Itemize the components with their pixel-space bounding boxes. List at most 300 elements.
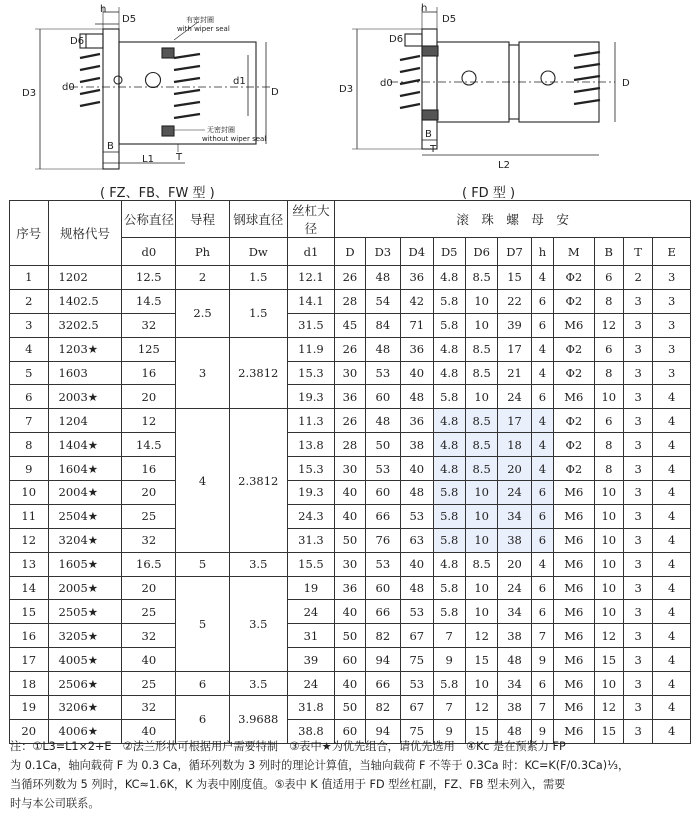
cell-e: 4	[653, 600, 691, 624]
cell-d6: 8.5	[465, 433, 497, 457]
cell-t: 3	[623, 648, 652, 672]
cell-t: 3	[623, 481, 652, 505]
cell-seq: 9	[10, 457, 49, 481]
cell-d5: 4.8	[433, 552, 465, 576]
cell-m: M6	[554, 600, 595, 624]
cell-d7: 34	[498, 504, 531, 528]
cell-seq: 4	[10, 337, 49, 361]
cell-d: 30	[335, 552, 365, 576]
label-d1-left: d1	[233, 76, 246, 87]
cell-e: 4	[653, 385, 691, 409]
sub-t: T	[623, 238, 652, 266]
cell-t: 3	[623, 289, 652, 313]
cell-d7: 17	[498, 337, 531, 361]
stub-right	[405, 34, 422, 46]
cell-t: 3	[623, 337, 652, 361]
cell-h: 9	[531, 648, 553, 672]
cell-d7: 38	[498, 696, 531, 720]
cell-t: 3	[623, 552, 652, 576]
cell-seq: 1	[10, 266, 49, 290]
cell-d1: 31	[287, 624, 335, 648]
sub-d1: d1	[287, 238, 335, 266]
cell-d6: 8.5	[465, 361, 497, 385]
cell-d7: 15	[498, 266, 531, 290]
cell-lead: 5	[176, 576, 230, 672]
cell-d3: 53	[365, 457, 400, 481]
label-d0-left: d0	[62, 82, 75, 93]
cell-d6: 10	[465, 385, 497, 409]
table-row	[10, 385, 691, 409]
cell-d6: 10	[465, 481, 497, 505]
col-ball-dia: 钢球直径	[229, 201, 287, 238]
cell-d: 60	[335, 648, 365, 672]
cell-d0: 32	[122, 313, 176, 337]
cell-m: M6	[554, 719, 595, 743]
cell-seq: 17	[10, 648, 49, 672]
label-d3-right: D3	[339, 84, 354, 95]
cell-d: 36	[335, 385, 365, 409]
cell-d6: 15	[465, 648, 497, 672]
cell-e: 4	[653, 433, 691, 457]
cell-d5: 4.8	[433, 457, 465, 481]
cell-seq: 2	[10, 289, 49, 313]
cell-d6: 8.5	[465, 337, 497, 361]
cell-model: 1605★	[48, 552, 122, 576]
sub-b: B	[594, 238, 623, 266]
cell-e: 4	[653, 457, 691, 481]
cell-ball-dia: 2.3812	[229, 337, 287, 409]
cell-b: 10	[594, 672, 623, 696]
cell-d5: 5.8	[433, 528, 465, 552]
sub-d7: D7	[498, 238, 531, 266]
cell-d4: 67	[401, 624, 433, 648]
cell-m: M6	[554, 504, 595, 528]
cell-d6: 15	[465, 719, 497, 743]
cell-m: M6	[554, 481, 595, 505]
cell-h: 4	[531, 552, 553, 576]
cell-e: 3	[653, 337, 691, 361]
cell-lead: 2.5	[176, 289, 230, 337]
cell-seq: 19	[10, 696, 49, 720]
cell-d0: 20	[122, 576, 176, 600]
cell-d1: 15.3	[287, 361, 335, 385]
cell-d3: 66	[365, 672, 400, 696]
table-row	[10, 361, 691, 385]
table-row	[10, 337, 691, 361]
screw-helix-left	[80, 54, 200, 118]
cell-e: 4	[653, 719, 691, 743]
cell-d0: 14.5	[122, 289, 176, 313]
cell-d5: 4.8	[433, 337, 465, 361]
cell-d: 28	[335, 289, 365, 313]
cell-e: 4	[653, 672, 691, 696]
cell-model: 3204★	[48, 528, 122, 552]
cell-d5: 4.8	[433, 409, 465, 433]
cell-b: 8	[594, 289, 623, 313]
cell-b: 6	[594, 266, 623, 290]
cell-e: 4	[653, 576, 691, 600]
cell-b: 10	[594, 481, 623, 505]
cell-h: 4	[531, 433, 553, 457]
cell-h: 7	[531, 696, 553, 720]
sub-d6: D6	[465, 238, 497, 266]
cell-e: 4	[653, 481, 691, 505]
cell-d0: 20	[122, 385, 176, 409]
cell-t: 2	[623, 266, 652, 290]
cell-d7: 18	[498, 433, 531, 457]
cell-d7: 34	[498, 600, 531, 624]
cell-e: 3	[653, 266, 691, 290]
label-D-left: D	[271, 87, 279, 98]
cell-d3: 48	[365, 266, 400, 290]
cell-m: M6	[554, 624, 595, 648]
cell-d3: 53	[365, 552, 400, 576]
cell-m: M6	[554, 552, 595, 576]
table-row	[10, 648, 691, 672]
cell-b: 15	[594, 648, 623, 672]
cell-d7: 20	[498, 552, 531, 576]
cell-t: 3	[623, 624, 652, 648]
cell-seq: 7	[10, 409, 49, 433]
cell-t: 3	[623, 696, 652, 720]
cell-d4: 48	[401, 481, 433, 505]
cell-d5: 9	[433, 648, 465, 672]
cell-d: 30	[335, 361, 365, 385]
cell-d7: 48	[498, 719, 531, 743]
cell-model: 1603	[48, 361, 122, 385]
table-row	[10, 457, 691, 481]
col-nut-install: 滚 珠 螺 母 安	[335, 201, 691, 238]
cell-d: 28	[335, 433, 365, 457]
cell-d6: 10	[465, 600, 497, 624]
cell-d4: 40	[401, 361, 433, 385]
cell-e: 3	[653, 313, 691, 337]
seal-right-top	[422, 46, 438, 56]
cell-ball-dia: 2.3812	[229, 409, 287, 552]
cell-lead: 4	[176, 409, 230, 552]
cell-d3: 50	[365, 433, 400, 457]
table-row	[10, 289, 691, 313]
cell-t: 3	[623, 433, 652, 457]
cell-d4: 36	[401, 266, 433, 290]
cell-model: 1204	[48, 409, 122, 433]
table-row	[10, 504, 691, 528]
cell-h: 6	[531, 600, 553, 624]
cell-d5: 7	[433, 696, 465, 720]
cell-d3: 60	[365, 576, 400, 600]
cell-d1: 11.3	[287, 409, 335, 433]
cell-e: 4	[653, 528, 691, 552]
cell-d4: 40	[401, 457, 433, 481]
label-B-right: B	[425, 129, 432, 140]
cell-d: 36	[335, 576, 365, 600]
cell-d6: 10	[465, 672, 497, 696]
cell-m: Φ2	[554, 289, 595, 313]
no-seal-cn: 无密封圈	[207, 126, 235, 134]
cell-b: 8	[594, 433, 623, 457]
cell-d: 30	[335, 457, 365, 481]
cell-h: 6	[531, 385, 553, 409]
sub-d3: D3	[365, 238, 400, 266]
cell-b: 10	[594, 385, 623, 409]
seal-left-bottom	[162, 126, 174, 136]
label-D-right: D	[622, 78, 630, 89]
seal-right-bottom	[422, 110, 438, 120]
cell-d4: 48	[401, 385, 433, 409]
cell-e: 4	[653, 696, 691, 720]
cell-t: 3	[623, 600, 652, 624]
cell-d5: 5.8	[433, 600, 465, 624]
col-seq: 序号	[10, 201, 49, 266]
note-line-2: 为 0.1Ca，轴向载荷 F 为 0.3 Ca，循环列数为 3 列时的理论计算值，当轴向载荷 F 不等于 0.3Ca 时：KC=K(F/0.3Ca)⅓，	[10, 759, 630, 772]
table-row	[10, 552, 691, 576]
cell-d: 40	[335, 481, 365, 505]
cell-d6: 12	[465, 624, 497, 648]
cell-m: Φ2	[554, 433, 595, 457]
sub-d5: D5	[433, 238, 465, 266]
cell-d3: 94	[365, 719, 400, 743]
cell-m: M6	[554, 313, 595, 337]
cell-h: 6	[531, 313, 553, 337]
cell-d4: 75	[401, 648, 433, 672]
cell-d0: 40	[122, 648, 176, 672]
cell-seq: 20	[10, 719, 49, 743]
cell-t: 3	[623, 672, 652, 696]
label-h-right: h	[421, 3, 428, 14]
cell-d6: 10	[465, 576, 497, 600]
wiper-seal-en: with wiper seal	[177, 25, 230, 33]
cell-d1: 14.1	[287, 289, 335, 313]
cell-d0: 12	[122, 409, 176, 433]
cell-e: 3	[653, 361, 691, 385]
cell-d0: 32	[122, 528, 176, 552]
cell-d5: 5.8	[433, 672, 465, 696]
cell-h: 7	[531, 624, 553, 648]
cell-d5: 5.8	[433, 385, 465, 409]
cell-model: 2005★	[48, 576, 122, 600]
cell-d4: 38	[401, 433, 433, 457]
cell-d4: 53	[401, 600, 433, 624]
cell-d7: 24	[498, 385, 531, 409]
cell-d: 40	[335, 672, 365, 696]
cell-d7: 17	[498, 409, 531, 433]
col-lead: 导程	[176, 201, 230, 238]
cell-d5: 5.8	[433, 481, 465, 505]
cell-m: M6	[554, 576, 595, 600]
cell-d: 45	[335, 313, 365, 337]
cell-m: Φ2	[554, 457, 595, 481]
cell-seq: 15	[10, 600, 49, 624]
cell-t: 3	[623, 504, 652, 528]
cell-d3: 66	[365, 600, 400, 624]
sub-dw: Dw	[229, 238, 287, 266]
cell-seq: 10	[10, 481, 49, 505]
label-d6-right: D6	[389, 34, 404, 45]
cell-d3: 53	[365, 361, 400, 385]
table-row	[10, 481, 691, 505]
cell-d7: 48	[498, 648, 531, 672]
cell-e: 4	[653, 409, 691, 433]
cell-d3: 48	[365, 409, 400, 433]
cell-d4: 42	[401, 289, 433, 313]
cell-m: M6	[554, 385, 595, 409]
table-row	[10, 576, 691, 600]
cell-b: 10	[594, 600, 623, 624]
cell-t: 3	[623, 457, 652, 481]
table-row	[10, 600, 691, 624]
cell-ball-dia: 1.5	[229, 289, 287, 337]
cell-d4: 75	[401, 719, 433, 743]
cell-ball-dia: 3.9688	[229, 696, 287, 744]
cell-h: 6	[531, 504, 553, 528]
cell-seq: 16	[10, 624, 49, 648]
cell-model: 1404★	[48, 433, 122, 457]
cell-d5: 5.8	[433, 504, 465, 528]
label-L2-right: L2	[498, 160, 510, 171]
cell-d7: 34	[498, 672, 531, 696]
cell-lead: 6	[176, 672, 230, 696]
cell-d0: 20	[122, 481, 176, 505]
cell-seq: 18	[10, 672, 49, 696]
cell-d3: 66	[365, 504, 400, 528]
label-T-right: T	[430, 144, 437, 155]
cell-ball-dia: 3.5	[229, 576, 287, 672]
cell-seq: 8	[10, 433, 49, 457]
table-row	[10, 672, 691, 696]
cell-b: 10	[594, 552, 623, 576]
cell-h: 9	[531, 719, 553, 743]
sub-d: D	[335, 238, 365, 266]
cell-d6: 12	[465, 696, 497, 720]
cell-d: 40	[335, 600, 365, 624]
cell-d: 26	[335, 266, 365, 290]
cell-d6: 10	[465, 289, 497, 313]
cell-model: 1604★	[48, 457, 122, 481]
table-row	[10, 624, 691, 648]
cell-ball-dia: 3.5	[229, 672, 287, 696]
cell-d7: 24	[498, 481, 531, 505]
cell-seq: 14	[10, 576, 49, 600]
caption-fz-fb-fw: ( FZ、FB、FW 型 )	[100, 186, 215, 201]
sub-d4: D4	[401, 238, 433, 266]
cell-seq: 3	[10, 313, 49, 337]
cell-d4: 40	[401, 552, 433, 576]
cell-d5: 5.8	[433, 289, 465, 313]
cell-h: 6	[531, 481, 553, 505]
cell-model: 3206★	[48, 696, 122, 720]
cell-e: 3	[653, 289, 691, 313]
cell-d4: 63	[401, 528, 433, 552]
cell-d5: 4.8	[433, 266, 465, 290]
label-h-left: h	[100, 4, 107, 15]
cell-h: 4	[531, 266, 553, 290]
cell-d6: 8.5	[465, 457, 497, 481]
cell-d1: 24	[287, 600, 335, 624]
cell-b: 10	[594, 576, 623, 600]
cell-ball-dia: 3.5	[229, 552, 287, 576]
table-row	[10, 266, 691, 290]
cell-model: 1202	[48, 266, 122, 290]
cell-m: M6	[554, 672, 595, 696]
table-row	[10, 696, 691, 720]
cell-d0: 16	[122, 361, 176, 385]
table-row	[10, 528, 691, 552]
cell-h: 6	[531, 576, 553, 600]
cell-b: 6	[594, 337, 623, 361]
cell-d: 60	[335, 719, 365, 743]
caption-fd: ( FD 型 )	[462, 186, 516, 201]
cell-d1: 15.5	[287, 552, 335, 576]
cell-m: M6	[554, 528, 595, 552]
cell-d0: 32	[122, 624, 176, 648]
cell-d7: 21	[498, 361, 531, 385]
cell-d7: 39	[498, 313, 531, 337]
label-d0-right: d0	[380, 78, 393, 89]
cell-d3: 60	[365, 481, 400, 505]
cell-d: 26	[335, 337, 365, 361]
cell-h: 6	[531, 672, 553, 696]
cell-d0: 14.5	[122, 433, 176, 457]
cell-model: 3205★	[48, 624, 122, 648]
cell-b: 10	[594, 528, 623, 552]
cell-d5: 4.8	[433, 433, 465, 457]
cell-t: 3	[623, 719, 652, 743]
cell-d1: 24	[287, 672, 335, 696]
seal-left-top	[162, 48, 174, 58]
cell-m: Φ2	[554, 361, 595, 385]
label-B-left: B	[107, 141, 114, 152]
cell-d: 26	[335, 409, 365, 433]
cell-d: 50	[335, 696, 365, 720]
cell-d6: 10	[465, 313, 497, 337]
cell-m: Φ2	[554, 409, 595, 433]
cell-d1: 19.3	[287, 481, 335, 505]
cell-h: 4	[531, 337, 553, 361]
col-model: 规格代号	[48, 201, 122, 266]
cell-d: 40	[335, 504, 365, 528]
cell-d1: 15.3	[287, 457, 335, 481]
table-row	[10, 313, 691, 337]
cell-model: 4005★	[48, 648, 122, 672]
sub-ph: Ph	[176, 238, 230, 266]
cell-t: 3	[623, 409, 652, 433]
sub-d0: d0	[122, 238, 176, 266]
cell-d3: 48	[365, 337, 400, 361]
cell-d0: 25	[122, 600, 176, 624]
label-d5-left: D5	[122, 14, 137, 25]
col-nominal-dia: 公称直径	[122, 201, 176, 238]
cell-e: 4	[653, 504, 691, 528]
cell-e: 4	[653, 552, 691, 576]
cell-h: 6	[531, 528, 553, 552]
table-row	[10, 409, 691, 433]
cell-h: 6	[531, 289, 553, 313]
cell-b: 15	[594, 719, 623, 743]
cell-m: M6	[554, 696, 595, 720]
cell-h: 4	[531, 457, 553, 481]
cell-t: 3	[623, 313, 652, 337]
cell-d1: 31.8	[287, 696, 335, 720]
cell-d3: 76	[365, 528, 400, 552]
cell-d0: 16.5	[122, 552, 176, 576]
cell-seq: 11	[10, 504, 49, 528]
cell-e: 4	[653, 624, 691, 648]
cell-b: 8	[594, 361, 623, 385]
cell-h: 4	[531, 361, 553, 385]
note-line-3: 当循环列数为 5 列时，KC≈1.6K，K 为表中刚度值。⑤表中 K 值适用于 FD 型丝杠副，FZ、FB 型未列入，需要	[10, 778, 566, 791]
cell-m: Φ2	[554, 266, 595, 290]
cell-seq: 13	[10, 552, 49, 576]
